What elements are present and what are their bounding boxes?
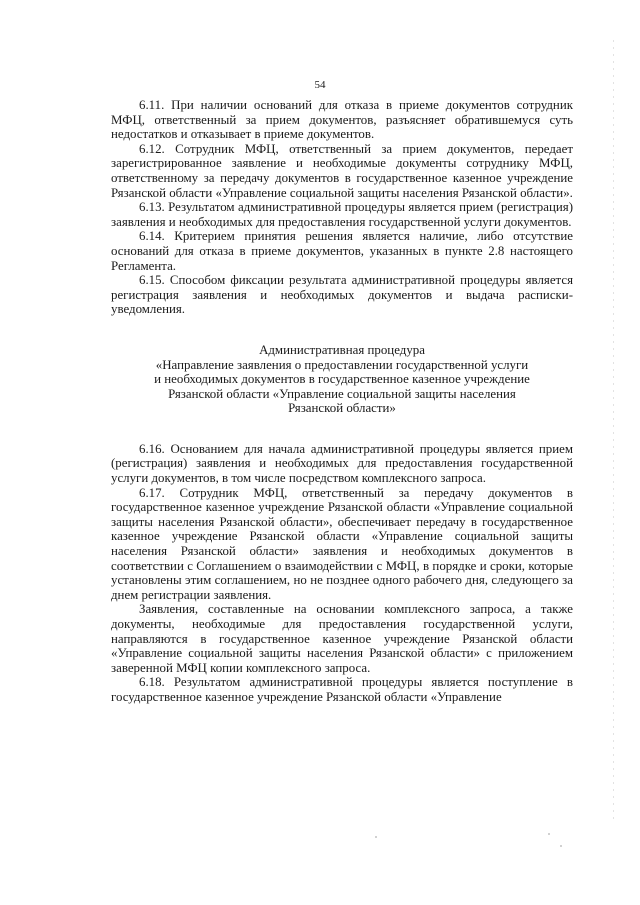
- paragraph-6-13: 6.13. Результатом административной процедуры является прием (регистрация) заявления и необходимых для предоставления государственной услуги документов.: [111, 200, 573, 229]
- document-body: [111, 98, 573, 705]
- paragraph-6-18: 6.18. Результатом административной процедуры является поступление в государственное казенное учреждение Рязанской области «Управление: [111, 675, 573, 704]
- paragraph-complex-request: Заявления, составленные на основании комплексного запроса, а также документы, необходимые для предоставления государственной услуги, направляются в государственное казенное учреждение Рязанской области «Управление социальной защиты населения Рязанской области» с приложением заверенной МФЦ копии комплексного запроса.: [111, 602, 573, 675]
- scan-speck: [560, 845, 562, 847]
- heading-line: Административная процедура: [259, 342, 425, 357]
- scan-edge-mark: [613, 40, 614, 820]
- paragraph-6-11: 6.11. При наличии оснований для отказа в приеме документов сотрудник МФЦ, ответственный за прием документов, разъясняет обратившемуся суть недостатков и отказывает в приеме документов.: [111, 98, 573, 142]
- paragraph-6-16: 6.16. Основанием для начала административной процедуры является прием (регистрация) заявления и необходимых для предоставления государственной услуги документов, в том числе посредством комплексного запроса.: [111, 441, 573, 486]
- heading-line: Рязанской области «Управление социальной защиты населения: [168, 386, 516, 401]
- paragraph-6-17: 6.17. Сотрудник МФЦ, ответственный за передачу документов в государственное казенное учреждение Рязанской области «Управление социальной защиты населения Рязанской области», обеспечивает передачу в государственное казенное учреждение Рязанской области «Управление социальной защиты населения Рязанской области» заявления и необходимых документов в соответствии с Соглашением о взаимодействии с МФЦ, в порядке и сроки, которые установлены этим соглашением, но не позднее одного рабочего дня, следующего за днем регистрации заявления.: [111, 485, 573, 602]
- paragraph-6-15: 6.15. Способом фиксации результата административной процедуры является регистрация заявления и необходимых документов и выдача расписки-уведомления.: [111, 273, 573, 317]
- paragraph-6-12: 6.12. Сотрудник МФЦ, ответственный за прием документов, передает зарегистрированное заявление и необходимые документы сотруднику МФЦ, ответственному за передачу документов в государственное казенное учреждение Рязанской области «Управление социальной защиты населения Рязанской области».: [111, 141, 573, 200]
- page-number: 54: [314, 79, 326, 91]
- paragraph-6-14: 6.14. Критерием принятия решения является наличие, либо отсутствие оснований для отказа в приеме документов, указанных в пункте 2.8 настоящего Регламента.: [111, 229, 573, 273]
- section-heading: [111, 343, 573, 416]
- scan-speck: [548, 833, 550, 835]
- heading-line: Рязанской области»: [288, 401, 396, 416]
- scan-speck: [375, 836, 377, 838]
- heading-line: и необходимых документов в государственное казенное учреждение: [154, 372, 530, 387]
- heading-line: «Направление заявления о предоставлении государственной услуги: [155, 357, 529, 372]
